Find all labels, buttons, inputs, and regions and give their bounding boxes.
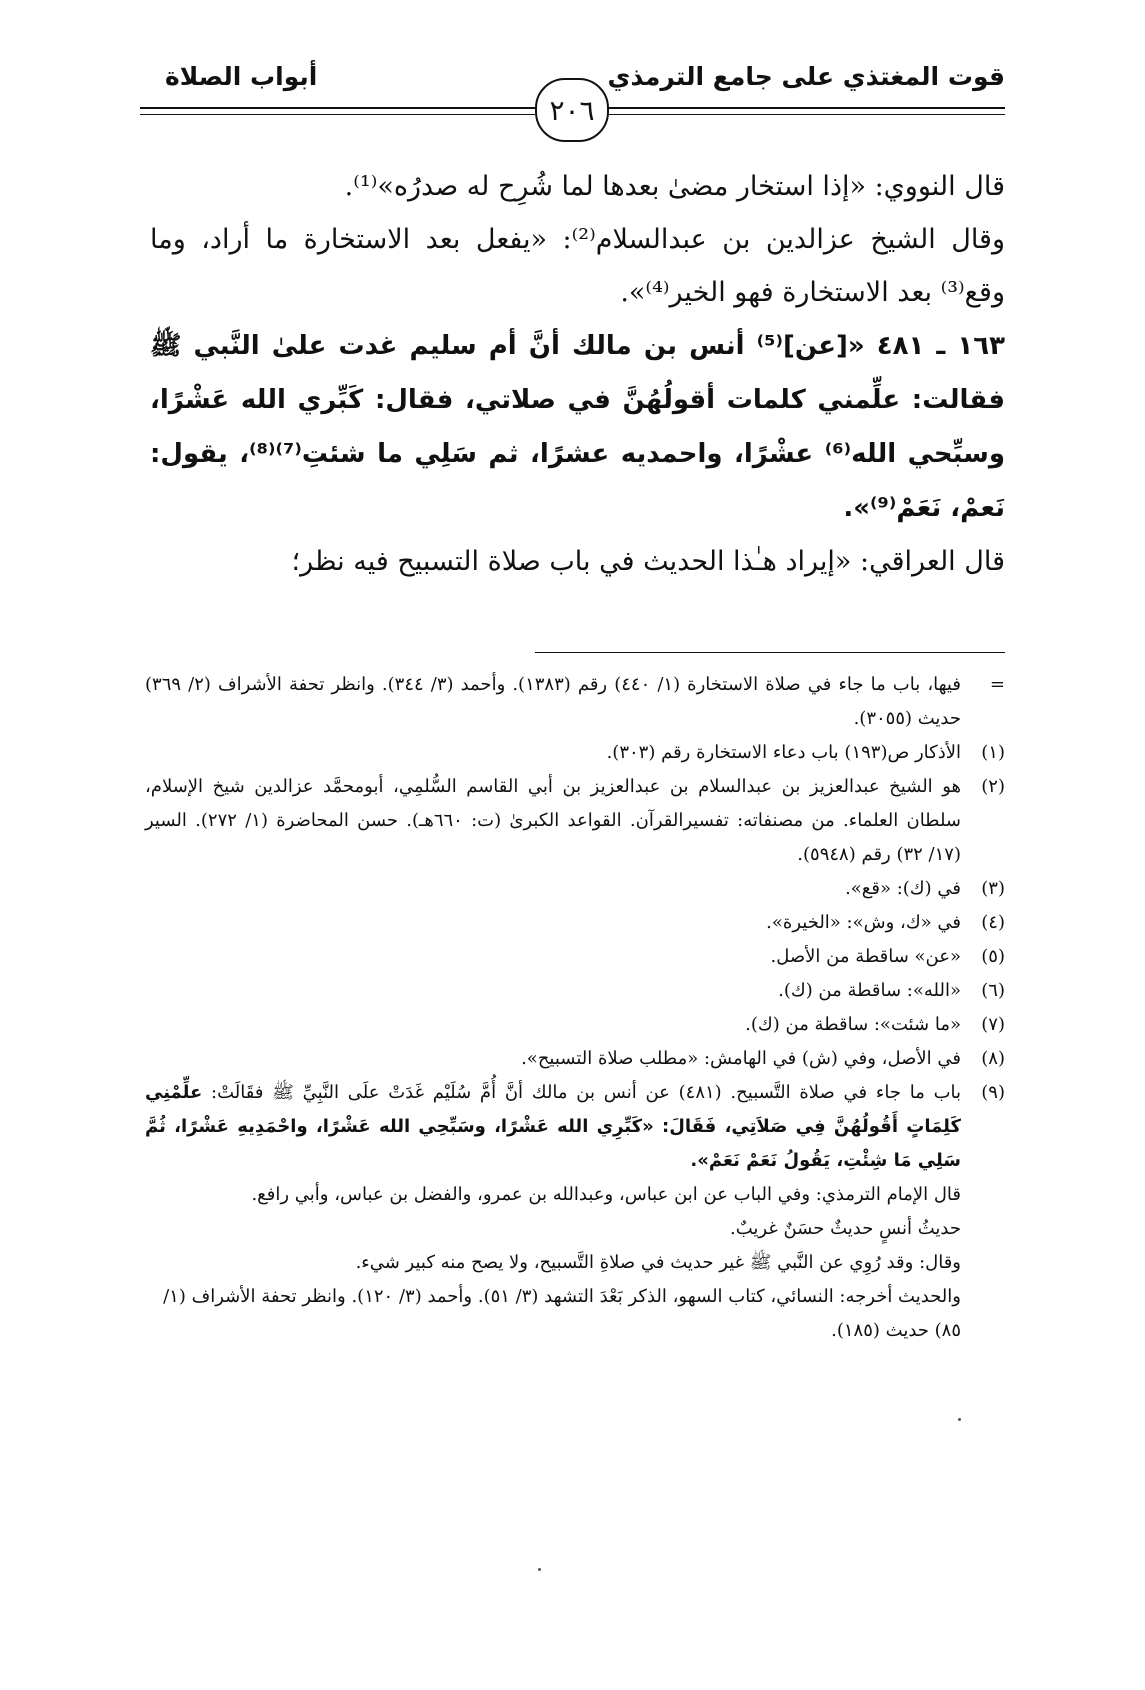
footnote-text: في «ك، وش»: «الخيرة». bbox=[766, 912, 961, 933]
footnote-number: (٩) bbox=[981, 1082, 1005, 1103]
footnote-9 bbox=[145, 1076, 1005, 1178]
footnote-text: هو الشيخ عبدالعزيز بن عبدالسلام بن عبدالعزيز بن أبي القاسم السُّلمِي، أبومحمَّد عزالدين شيخ الإسلام، سلطان العلماء. من مصنفاته: تفسيرالقرآن. القواعد الكبرىٰ (ت: ٦٦٠هـ). حسن المحاضرة (١/ ٢٧٢). السير (١٧/ ٣٢) رقم (٥٩٤٨). bbox=[145, 776, 961, 865]
footnote-9-intro: باب ما جاء في صلاة التَّسبيح. (٤٨١) عن أنس بن مالك أنَّ أُمَّ سُلَيْم غَدَتْ علَى النَّبِيِّ ﷺ فقَالَتْ: bbox=[202, 1082, 962, 1103]
footnote-number: (٧) bbox=[981, 1014, 1005, 1035]
main-text bbox=[150, 160, 1005, 588]
paragraph-nawawi: قال النووي: «إذا استخار مضىٰ بعدها لما شُرِح له صدرُه»⁽¹⁾. bbox=[344, 171, 1005, 202]
footnote-text: «ما شئت»: ساقطة من (ك). bbox=[745, 1014, 961, 1035]
tirmidhi-comment: قال الإمام الترمذي: وفي الباب عن ابن عباس، وعبدالله بن عمرو، والفضل بن عباس، وأبي رافع. bbox=[251, 1184, 961, 1205]
scan-speck bbox=[538, 1568, 541, 1571]
page-number-badge bbox=[535, 78, 609, 142]
footnote-number: (٣) bbox=[981, 878, 1005, 899]
header-rule-left-top bbox=[140, 107, 535, 109]
footnote-text: «الله»: ساقطة من (ك). bbox=[778, 980, 961, 1001]
footnote-number: (٤) bbox=[981, 912, 1005, 933]
footnote-separator bbox=[535, 652, 1005, 653]
footnote-text: في الأصل، وفي (ش) في الهامش: «مطلب صلاة التسبيح». bbox=[521, 1048, 961, 1069]
footnote-4 bbox=[145, 906, 1005, 940]
running-header-book-title: قوت المغتذي على جامع الترمذي bbox=[607, 62, 1005, 91]
paragraph-izz-ibn-abdussalam: وقال الشيخ عزالدين بن عبدالسلام⁽²⁾: «يفعل بعد الاستخارة ما أراد، وما وقع⁽³⁾ بعد الاستخارة فهو الخير⁽⁴⁾». bbox=[150, 224, 1005, 308]
continuation-marker: = bbox=[989, 674, 1005, 695]
footnote-9-hadith: علِّمْنِي كَلِمَاتٍ أَقُولُهُنَّ فِي صَلاَتِي، فَقَالَ: «كَبِّرِي الله عَشْرًا، وسَبِّحِي الله عَشْرًا، واحْمَدِيهِ عَشْرًا، ثُمَّ سَلِي مَا شِئْتِ، يَقُولُ نَعَمْ نَعَمْ». bbox=[145, 1082, 961, 1171]
footnote-5 bbox=[145, 940, 1005, 974]
footnote-6 bbox=[145, 974, 1005, 1008]
takhrij: والحديث أخرجه: النسائي، كتاب السهو، الذكر بَعْدَ التشهد (٣/ ٥١). وأحمد (٣/ ١٢٠). وانظر تحفة الأشراف (١/ ٨٥) حديث (١٨٥). bbox=[163, 1286, 961, 1341]
footnote-2 bbox=[145, 770, 1005, 872]
footnotes bbox=[145, 668, 1005, 1348]
footnote-text: فيها، باب ما جاء في صلاة الاستخارة (١/ ٤٤٠) رقم (١٣٨٣). وأحمد (٣/ ٣٤٤). وانظر تحفة الأشراف (٢/ ٣٦٩) حديث (٣٠٥٥). bbox=[145, 674, 961, 729]
scan-speck bbox=[958, 1418, 961, 1421]
footnote-number: (٨) bbox=[981, 1048, 1005, 1069]
footnote-text: الأذكار ص(١٩٣) باب دعاء الاستخارة رقم (٣٠٣). bbox=[606, 742, 961, 763]
footnote-1 bbox=[145, 736, 1005, 770]
footnote-text: «عن» ساقطة من الأصل. bbox=[770, 946, 961, 967]
footnote-7 bbox=[145, 1008, 1005, 1042]
hadith-grading: حديثُ أنسٍ حديثٌ حسَنٌ غريبٌ. bbox=[729, 1218, 961, 1239]
running-header-chapter: أبواب الصلاة bbox=[165, 62, 318, 91]
page-number: ٢٠٦ bbox=[549, 93, 595, 127]
footnote-8 bbox=[145, 1042, 1005, 1076]
footnote-text bbox=[145, 1076, 961, 1178]
footnote-number: (٢) bbox=[981, 776, 1005, 797]
footnote-number: (٥) bbox=[981, 946, 1005, 967]
hadith-text: ١٦٣ ـ ٤٨١ «[عن]⁽⁵⁾ أنس بن مالك أنَّ أم سليم غدت علىٰ النَّبي ﷺ فقالت: علِّمني كلمات أقولُهُنَّ في صلاتي، فقال: كَبِّري الله عَشْرًا، وسبِّحي الله⁽⁶⁾ عشْرًا، واحمديه عشرًا، ثم سَلِي ما شئتِ⁽⁷⁾⁽⁸⁾، يقول: نَعمْ، نَعَمْ⁽⁹⁾». bbox=[150, 331, 1006, 523]
header-rule-right-top bbox=[607, 107, 1005, 109]
footnote-number: (٦) bbox=[981, 980, 1005, 1001]
footnote-text: في (ك): «قع». bbox=[845, 878, 961, 899]
footnote-number: (١) bbox=[981, 742, 1005, 763]
footnote-9-commentary bbox=[145, 1178, 1005, 1348]
tasbih-remark: وقال: وقد رُوِي عن النَّبي ﷺ غير حديث في صلاةِ التَّسبيح، ولا يصح منه كبير شيء. bbox=[355, 1252, 961, 1273]
footnote-3 bbox=[145, 872, 1005, 906]
paragraph-iraqi: قال العراقي: «إيراد هـٰذا الحديث في باب صلاة التسبيح فيه نظر؛ bbox=[291, 546, 1005, 577]
footnote-continuation bbox=[145, 668, 1005, 736]
header-rule-left-bottom bbox=[140, 114, 535, 115]
header-rule-right-bottom bbox=[607, 114, 1005, 115]
